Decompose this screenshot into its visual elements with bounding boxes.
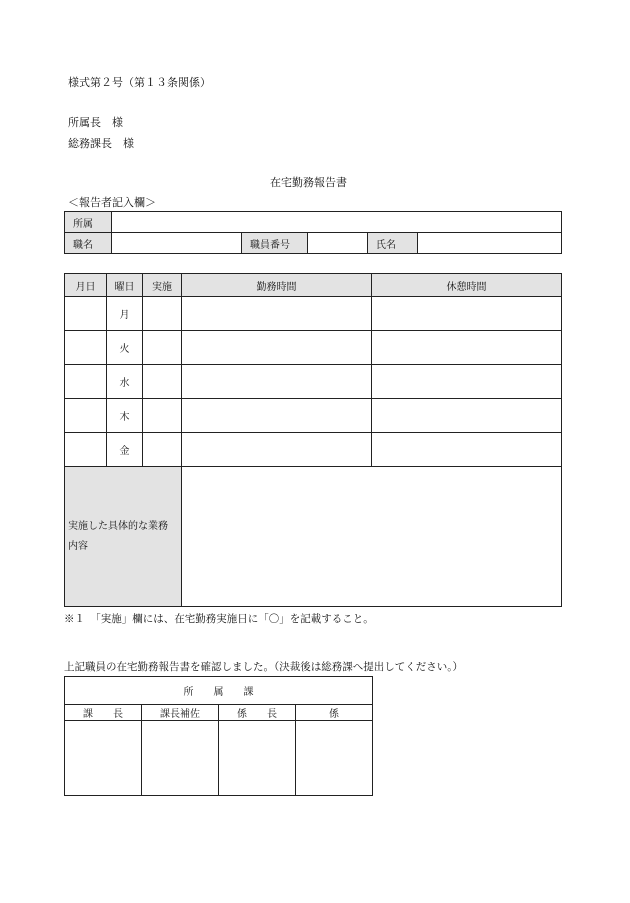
schedule-table [64,273,562,607]
work-hours-cell[interactable] [182,399,372,433]
reporter-section-caption: ＜報告者記入欄＞ [68,196,156,209]
schedule-row [65,365,562,399]
implemented-cell[interactable] [143,365,182,399]
position-label: 職名 [65,233,112,254]
stamp-box[interactable] [219,721,296,796]
stamp-box[interactable] [296,721,373,796]
weekday-cell: 月 [107,297,143,331]
addressee-division-head: 所属長 様 [68,116,123,129]
date-cell[interactable] [65,399,107,433]
implemented-cell[interactable] [143,399,182,433]
stamp-box[interactable] [142,721,219,796]
schedule-row [65,331,562,365]
role-staff: 係 [296,705,373,721]
schedule-row [65,399,562,433]
stamp-box[interactable] [65,721,142,796]
content-field[interactable] [182,467,562,607]
weekday-cell: 金 [107,433,143,467]
content-label-cell [65,467,182,607]
header-date: 月日 [65,274,107,297]
break-hours-cell[interactable] [372,399,562,433]
staff-number-field[interactable] [308,233,368,254]
break-hours-cell[interactable] [372,433,562,467]
role-section-chief: 課 長 [65,705,142,721]
header-weekday: 曜日 [107,274,143,297]
approval-table [64,676,373,796]
date-cell[interactable] [65,297,107,331]
implemented-cell[interactable] [143,433,182,467]
schedule-row [65,297,562,331]
header-work-hours: 勤務時間 [182,274,372,297]
department-header: 所 属 課 [65,677,373,705]
header-implemented: 実施 [143,274,182,297]
implemented-cell[interactable] [143,297,182,331]
break-hours-cell[interactable] [372,331,562,365]
weekday-cell: 火 [107,331,143,365]
date-cell[interactable] [65,433,107,467]
addressee-general-affairs: 総務課長 様 [68,137,134,150]
name-label: 氏名 [368,233,418,254]
affiliation-field[interactable] [112,212,562,233]
schedule-row [65,433,562,467]
note-text: ※１ 「実施」欄には、在宅勤務実施日に「〇」を記載すること。 [64,613,374,625]
work-hours-cell[interactable] [182,433,372,467]
work-hours-cell[interactable] [182,365,372,399]
position-field[interactable] [112,233,242,254]
break-hours-cell[interactable] [372,297,562,331]
break-hours-cell[interactable] [372,365,562,399]
form-number: 様式第２号（第１３条関係） [68,76,211,89]
work-hours-cell[interactable] [182,297,372,331]
role-deputy-chief: 課長補佐 [142,705,219,721]
weekday-cell: 水 [107,365,143,399]
name-field[interactable] [418,233,562,254]
weekday-cell: 木 [107,399,143,433]
content-label: 実施した具体的な業務内容 [68,520,168,552]
reporter-info-table [64,211,562,254]
affiliation-label: 所属 [65,212,112,233]
implemented-cell[interactable] [143,331,182,365]
work-hours-cell[interactable] [182,331,372,365]
header-break-hours: 休憩時間 [372,274,562,297]
role-subsection-chief: 係 長 [219,705,296,721]
staff-number-label: 職員番号 [242,233,308,254]
document-title: 在宅勤務報告書 [270,176,347,189]
confirmation-text: 上記職員の在宅勤務報告書を確認しました。（決裁後は総務課へ提出してください。） [64,661,463,673]
date-cell[interactable] [65,331,107,365]
date-cell[interactable] [65,365,107,399]
